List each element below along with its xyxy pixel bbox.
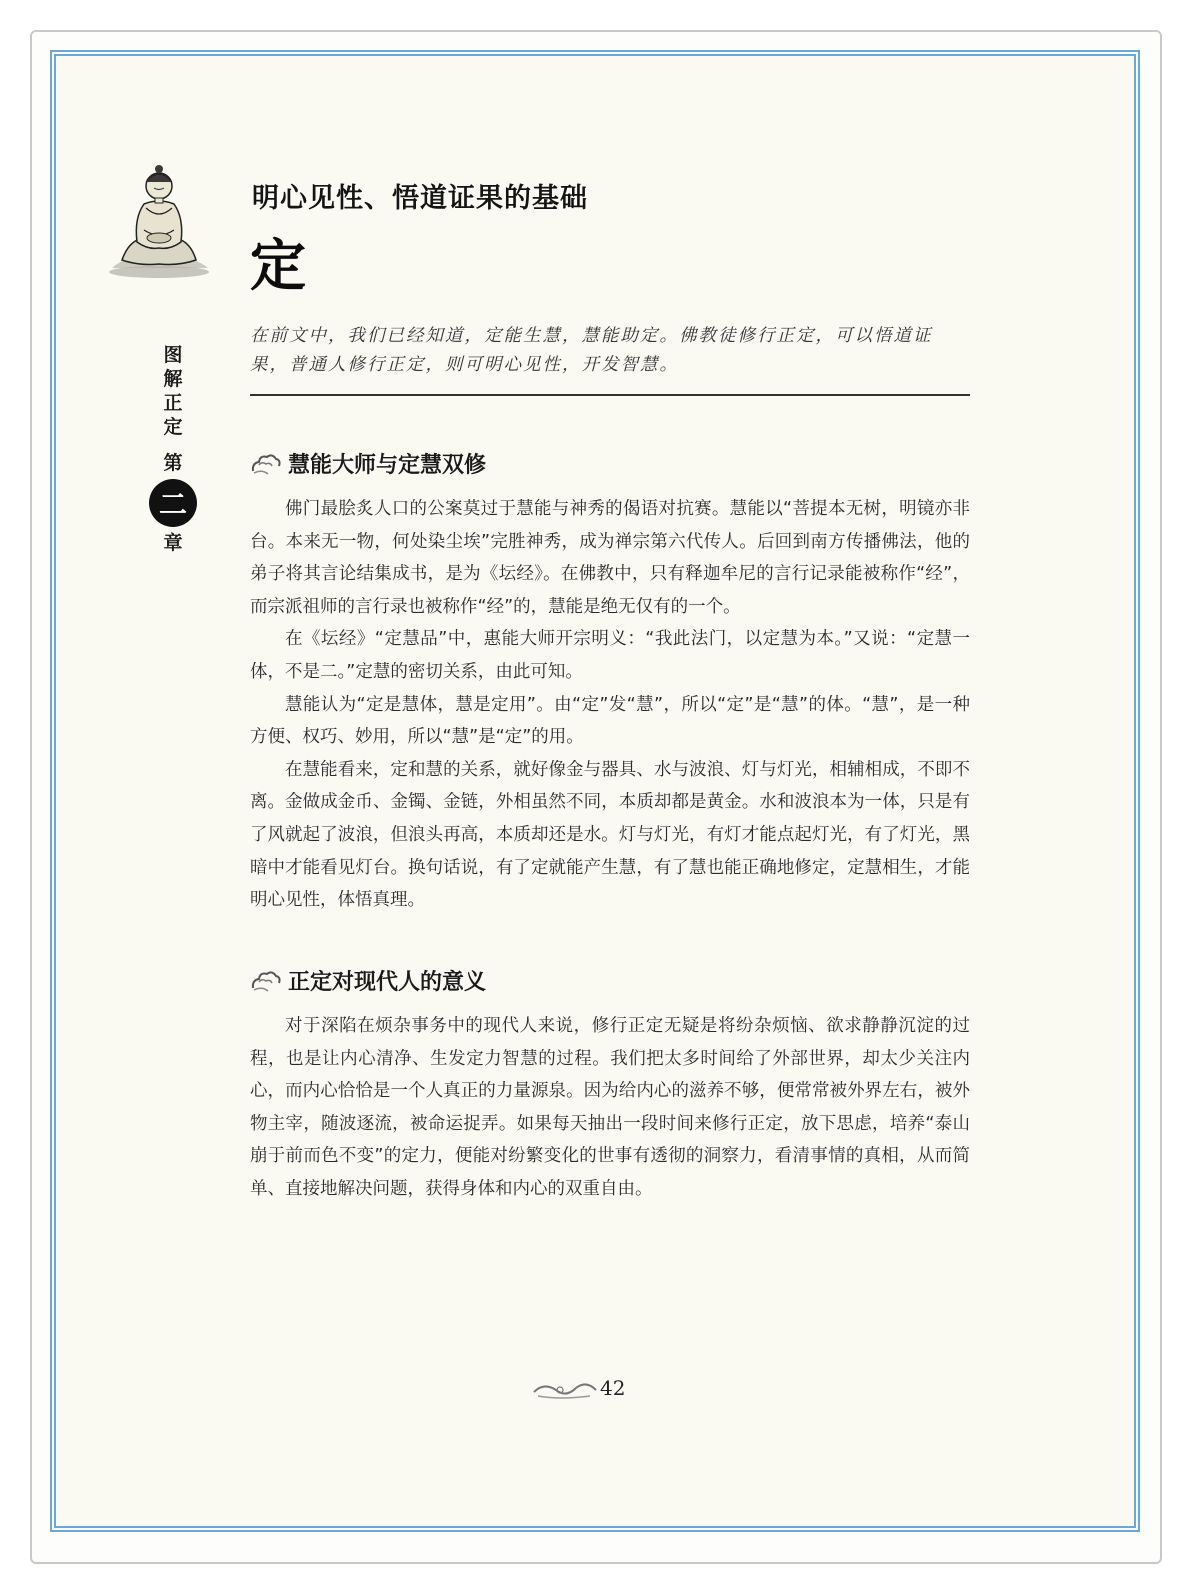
- section-body: [250, 493, 970, 917]
- page-footer: [530, 1372, 660, 1408]
- paragraph: 在《坛经》“定慧品”中，惠能大师开宗明义：“我此法门，以定慧为本。”又说：“定慧一体，不是二。”定慧的密切关系，由此可知。: [250, 629, 970, 682]
- section-heading: [250, 965, 486, 996]
- page-title: 定: [250, 233, 306, 299]
- cloud-ornament-icon: [250, 968, 282, 994]
- chapter-prefix: 第: [163, 452, 183, 474]
- book-title-char: 解: [163, 368, 183, 390]
- book-title-char: 图: [163, 344, 183, 366]
- section-heading-text: 慧能大师与定慧双修: [288, 452, 487, 478]
- paragraph: 对于深陷在烦杂事务中的现代人来说，修行正定无疑是将纷杂烦恼、欲求静静沉淀的过程，也是让内心清净、生发定力智慧的过程。我们把太多时间给了外部世界，却太少关注内心，而内心恰恰是一个人真正的力量源泉。因为给内心的滋养不够，便常常被外界左右，被外物主宰，随波逐流，被命运捉弄。如果每天抽出一段时间来修行正定，放下思虑，培养“泰山崩于前而色不变”的定力，便能对纷繁变化的世事有透彻的洞察力，看清事情的真相，从而简单、直接地解决问题，获得身体和内心的双重自由。: [250, 1016, 970, 1199]
- paragraph: 慧能认为“定是慧体，慧是定用”。由“定”发“慧”，所以“定”是“慧”的体。“慧”，是一种方便、权巧、妙用，所以“慧”是“定”的用。: [250, 694, 970, 748]
- divider: [250, 394, 970, 396]
- section-body: [250, 1010, 970, 1206]
- buddha-illustration-icon: [104, 160, 214, 280]
- chapter-marker: [148, 343, 198, 555]
- paragraph: 佛门最脍炙人口的公案莫过于慧能与神秀的偈语对抗赛。慧能以“菩提本无树，明镜亦非台。本来无一物，何处染尘埃”完胜神秀，成为禅宗第六代传人。后回到南方传播佛法，他的弟子将其言论结集成书，是为《坛经》。在佛教中，只有释迦牟尼的言行记录能被称作“经”，而宗派祖师的言行录也被称作“经”的，慧能是绝无仅有的一个。: [250, 499, 970, 617]
- intro-paragraph: 在前文中，我们已经知道，定能生慧，慧能助定。佛教徒修行正定，可以悟道证果，普通人修行正定，则可明心见性，开发智慧。: [250, 326, 933, 375]
- cloud-ornament-icon: [250, 451, 282, 477]
- book-title-char: 定: [163, 416, 183, 438]
- page-subtitle: 明心见性、悟道证果的基础: [252, 183, 588, 214]
- paragraph: 在慧能看来，定和慧的关系，就好像金与器具、水与波浪、灯与灯光，相辅相成，不即不离。金做成金币、金镯、金链，外相虽然不同，本质却都是黄金。水和波浪本为一体，只是有了风就起了波浪，但浪头再高，本质却还是水。灯与灯光，有灯才能点起灯光，有了灯光，黑暗中才能看见灯台。换句话说，有了定就能产生慧，有了慧也能正确地修定，定慧相生，才能明心见性，体悟真理。: [250, 759, 970, 911]
- chapter-number-badge: 二: [149, 479, 197, 527]
- book-title-char: 正: [163, 392, 183, 414]
- section-heading-text: 正定对现代人的意义: [288, 969, 487, 995]
- chapter-suffix: 章: [163, 532, 183, 554]
- book-title-vertical: [161, 343, 185, 439]
- page-number: 42: [600, 1376, 626, 1400]
- section-heading: [250, 448, 486, 479]
